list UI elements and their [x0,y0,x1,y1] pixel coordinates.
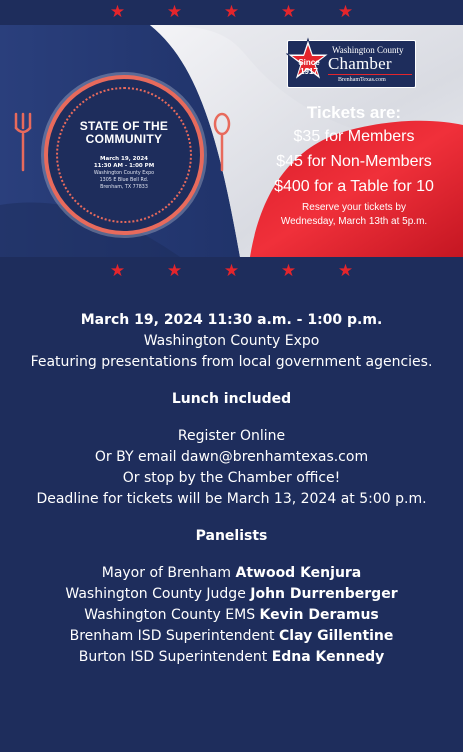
event-title: STATE OF THE COMMUNITY [79,118,169,146]
star-icon: ★ [337,261,354,281]
logo-chamber-word: Chamber [328,54,392,73]
fork-icon [12,112,34,172]
star-icon: ★ [280,261,297,281]
logo-website: BrenhamTexas.com [338,77,386,83]
chamber-logo [287,40,416,88]
lunch-note: Lunch included [171,391,292,407]
logo-divider [328,74,412,75]
price-table: $400 for a Table for 10 [274,178,434,195]
star-icon: ★ [166,2,183,22]
register-email: Or BY email dawn@brenhamtexas.com [94,449,369,465]
event-datetime: March 19, 2024 11:30 a.m. - 1:00 p.m. [80,312,383,328]
star-icon: ★ [109,2,126,22]
event-city: Brenham, TX 77833 [100,184,148,190]
star-icon: ★ [109,261,126,281]
event-street: 1305 E Blue Bell Rd. [99,177,149,183]
star-icon: ★ [166,261,183,281]
event-badge [44,75,204,235]
panelists-heading: Panelists [195,528,268,544]
event-date: March 19, 2024 [100,155,148,162]
ticket-deadline: Deadline for tickets will be March 13, 2024 at 5:00 p.m. [36,491,427,507]
panelist-row: Washington County EMS Kevin Deramus [84,607,379,623]
star-icon: ★ [337,2,354,22]
logo-org-name: Washington County [332,45,404,55]
register-online: Register Online [177,428,286,444]
event-badge-inner [56,87,192,223]
reserve-note-line-2: Wednesday, March 13th at 5p.m. [280,216,428,227]
event-venue: Washington County Expo [93,170,155,176]
panelist-row: Mayor of Brenham Atwood Kenjura [101,565,362,581]
register-office: Or stop by the Chamber office! [122,470,341,486]
mid-star-row [0,262,463,280]
spoon-icon [212,112,232,172]
star-icon: ★ [280,2,297,22]
ticket-prices [248,102,460,229]
reserve-note-line-1: Reserve your tickets by [302,202,406,213]
price-members: $35 for Members [293,128,415,145]
event-location: Washington County Expo [143,333,320,349]
event-time: 11:30 AM - 1:00 PM [93,162,155,169]
event-details [0,310,463,668]
panelist-name: Atwood Kenjura [235,565,362,581]
event-description: Featuring presentations from local government agencies. [30,354,433,370]
panelist-name: Kevin Deramus [259,607,379,623]
star-icon: ★ [223,2,240,22]
panelist-row: Burton ISD Superintendent Edna Kennedy [78,649,385,665]
top-star-row [0,3,463,21]
panelist-row: Washington County Judge John Durrenberger [65,586,398,602]
flag-banner [0,25,463,257]
price-non-members: $45 for Non-Members [276,153,432,170]
panelist-name: Edna Kennedy [271,649,385,665]
panelist-name: Clay Gillentine [279,628,394,644]
tickets-heading: Tickets are: [306,103,402,122]
panelist-name: John Durrenberger [250,586,398,602]
star-icon: ★ [223,261,240,281]
logo-since: Since 1917 [298,58,320,76]
panelist-row: Brenham ISD Superintendent Clay Gillentine [69,628,394,644]
